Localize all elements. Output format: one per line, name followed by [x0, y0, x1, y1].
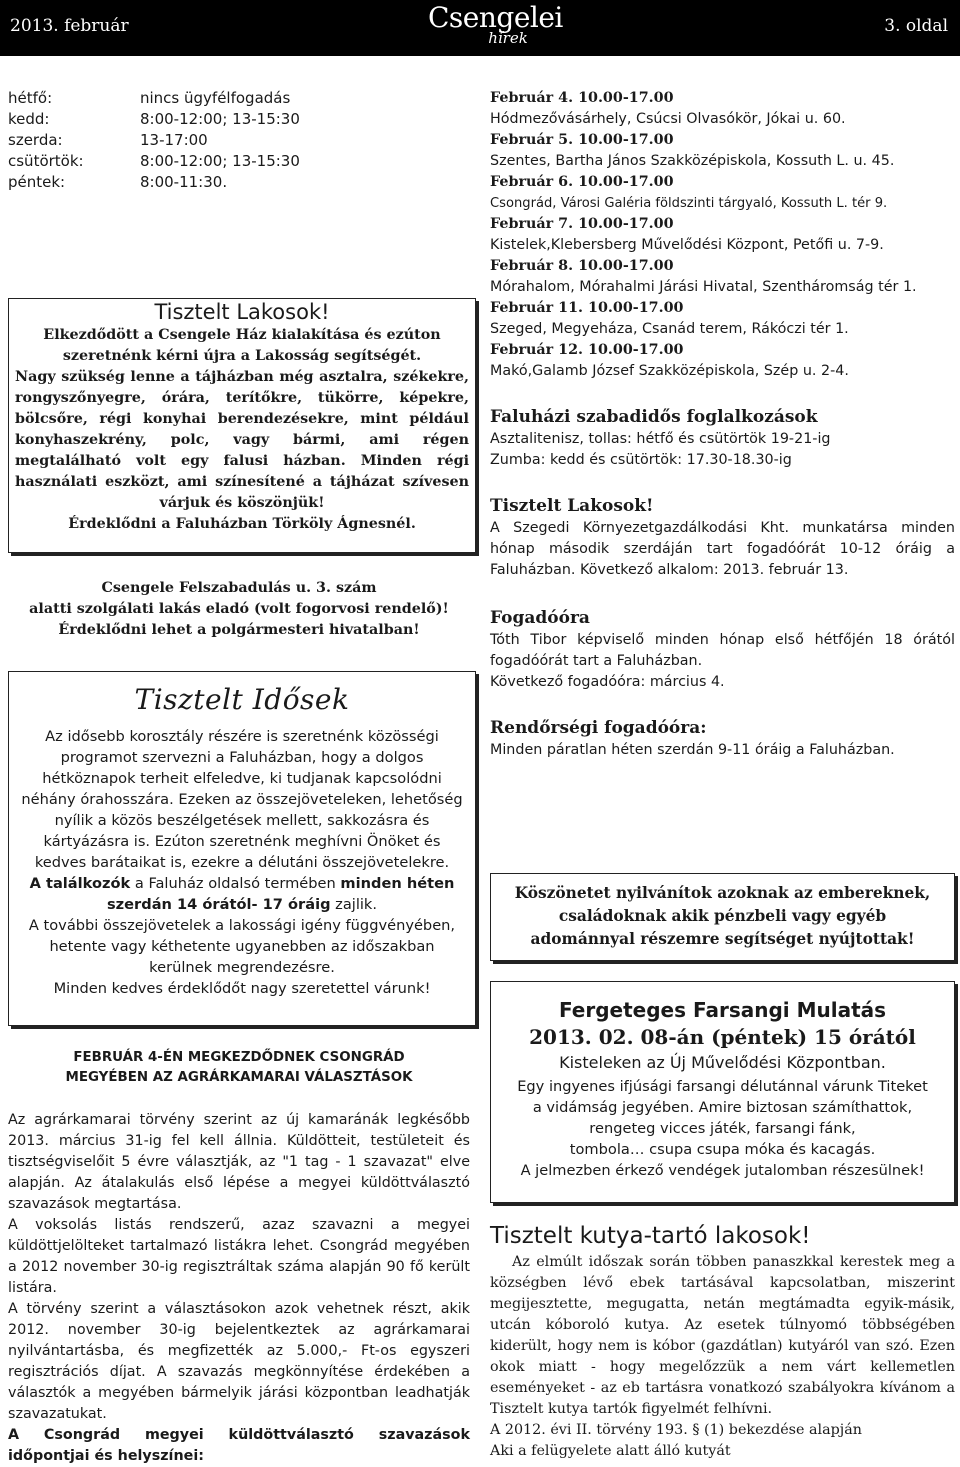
tajhaz-notice: [8, 298, 476, 553]
agrar-article: [8, 1110, 470, 1467]
elderly-p2-text: a Faluház oldalsó termében: [130, 875, 341, 892]
schedule-place: Szentes, Bartha János Szakközépiskola, Kossuth L. u. 45.: [490, 153, 895, 169]
left-column: [8, 88, 470, 1464]
farsang-line: a vidámság jegyében. Amire biztosan számíthattok,: [532, 1099, 913, 1116]
right-column: [490, 88, 955, 1459]
dog-title: Tisztelt kutya-tartó lakosok!: [490, 1223, 811, 1249]
schedule-date: Február 12. 10.00-17.00: [490, 342, 684, 358]
fogadoora-line: Tóth Tibor képviselő minden hónap első hétfőjén 18 órától fogadóórát tart a Faluházban.: [490, 632, 955, 669]
hours-row: [8, 109, 470, 130]
farsang-box: [490, 981, 955, 1203]
agrar-p1: Az agrárkamarai törvény szerint az új kamaránák legkésőbb 2013. március 31-ig fel kell állnia. Küldötteit, testületeit és tisztségviselőit 5 évre választják, az "1 tag - 1 szavazat" elve alapján. Az átalakulás első lépése a megyei küldöttválasztó szavazások megtartása.: [8, 1112, 470, 1212]
elderly-p2: [17, 873, 467, 915]
faluhaz-line: Zumba: kedd és csütörtök: 17.30-18.30-ig: [490, 452, 792, 468]
dog-owners-notice: [490, 1220, 955, 1462]
environment-text: A Szegedi Környezetgazdálkodási Kht. munkatársa minden hónap második szerdáján tart fogadóórát 10-12 óráig a Faluházban. Következő alkalom: 2013. február 13.: [490, 520, 955, 578]
elderly-p4: Minden kedves érdeklődőt nagy szeretettel várunk!: [53, 980, 431, 997]
hours-day: kedd:: [8, 110, 50, 128]
tajhaz-title: Tisztelt Lakosok!: [154, 300, 330, 324]
elderly-p2-bold: A találkozók: [29, 875, 131, 892]
schedule-date: Február 11. 10.00-17.00: [490, 300, 684, 316]
police-text: Minden páratlan héten szerdán 9-11 óráig a Faluházban.: [490, 742, 895, 758]
hours-row: [8, 88, 470, 109]
hours-time: nincs ügyfélfogadás: [140, 89, 291, 107]
dog-p2: A 2012. évi II. törvény 193. § (1) bekezdése alapján: [490, 1422, 862, 1438]
thanks-line: családoknak akik pénzbeli vagy egyéb: [558, 907, 887, 925]
agrar-p4: A Csongrád megyei küldöttválasztó szavazások időpontjai és helyszínei:: [8, 1427, 470, 1464]
hours-time: 13-17:00: [140, 131, 208, 149]
hours-day: péntek:: [8, 173, 66, 191]
farsang-line: rengeteg vicces játék, farsangi fánk,: [589, 1120, 856, 1137]
schedule-date: Február 4. 10.00-17.00: [490, 90, 674, 106]
newspaper-logo: [428, 1, 563, 47]
schedule-place: Makó,Galamb József Szakközépiskola, Szép u. 2-4.: [490, 363, 849, 379]
fogadoora-title: Fogadóóra: [490, 608, 590, 628]
thanks-box: [490, 873, 955, 961]
faluhaz-title: Faluházi szabadidős foglalkozások: [490, 407, 818, 427]
schedule-date: Február 8. 10.00-17.00: [490, 258, 674, 274]
elderly-p3: A további összejövetelek a lakossági igény függvényében, hetente vagy kéthetente ugyanebben az időszakban kerülnek megrendezésre.: [28, 917, 456, 976]
page-number: 3. oldal: [884, 16, 948, 36]
logo-subtitle: hírek: [488, 29, 528, 47]
farsang-line: A jelmezben érkező vendégek jutalomban részesülnek!: [520, 1162, 925, 1179]
environment-title: Tisztelt Lakosok!: [490, 496, 654, 516]
hours-day: csütörtök:: [8, 152, 84, 170]
environment-notice: [490, 495, 955, 581]
elderly-p2-end: zajlik.: [330, 896, 378, 913]
fogadoora-notice: [490, 607, 955, 693]
schedule-date: Február 6. 10.00-17.00: [490, 174, 674, 190]
elderly-title: Tisztelt Idősek: [134, 683, 350, 716]
thanks-line: Köszönetet nyilvánítok azoknak az embereknek,: [514, 884, 931, 902]
tajhaz-contact: Érdeklődni a Faluházban Törköly Ágnesnél.: [68, 516, 416, 532]
hours-day: szerda:: [8, 131, 63, 149]
tajhaz-body: Nagy szükség lenne a tájházban még asztalra, székekre, rongyszőnyegre, órára, terítőkre, tükörre, képekre, bölcsőre, régi konyhai berendezésekre, mint például konyhaszekrény, polc, vagy bármi, ami régen megtalálható volt egy falusi házban. Minden régi használati eszközt, ami színesítené a tájházat szívesen várjuk és köszönjük!: [15, 369, 469, 511]
logo-title: Csengelei: [428, 1, 563, 34]
schedule-place: Mórahalom, Mórahalmi Járási Hivatal, Szentháromság tér 1.: [490, 279, 917, 295]
fogadoora-line: Következő fogadóóra: március 4.: [490, 674, 725, 690]
police-notice: [490, 717, 955, 761]
tajhaz-lead: Elkezdődött a Csengele Ház kialakítása és ezúton szeretnénk kérni újra a Lakosság segítségét.: [43, 327, 441, 364]
faluhaz-activities: [490, 406, 955, 471]
agrar-title-line: MEGYÉBEN AZ AGRÁRKAMARAI VÁLASZTÁSOK: [65, 1070, 413, 1085]
faluhaz-line: Asztalitenisz, tollas: hétfő és csütörtök 19-21-ig: [490, 431, 831, 447]
farsang-line: Egy ingyenes ifjúsági farsangi délutánnal várunk Titeket: [517, 1078, 928, 1095]
thanks-line: adománnyal részemre segítséget nyújtottak!: [530, 930, 915, 948]
hours-row: [8, 172, 470, 193]
agrar-p3: A törvény szerint a választásokon azok vehetnek részt, akik 2012. november 30-ig bejelentkeztek az agrárkamarai nyilvántartásba, és megfizették az 5.000,- Ft-os egyszeri regisztrációs díjat. A szavazás megkönnyítése érdekében a választók a megyében bármelyik járási központban leadhatják szavazatukat.: [8, 1301, 470, 1422]
police-title: Rendőrségi fogadóóra:: [490, 718, 707, 738]
hours-time: 8:00-12:00; 13-15:30: [140, 110, 300, 128]
office-hours: [8, 88, 470, 193]
dog-p1: Az elmúlt időszak során többen panaszkkal kerestek meg a községben lévő ebek tartásával kapcsolatban, miszerint megijesztette, megugatta, netán megtámadta egyik-másik, utcán kóboroló kutya. Az esetek túlnyomó többségében kiderült, hogy nem is kóbor (gazdátlan) kutyáról van szó. Ezen okok miatt - hogy megelőzzük a nem várt kellemetlen eseményeket - az eb tartásra vonatkozó szabályokra kívánom a Tisztelt kutya tartók figyelmét felhívni.: [490, 1254, 955, 1417]
farsang-line: tombola… csupa csupa móka és kacagás.: [569, 1141, 876, 1158]
elderly-notice: [8, 671, 476, 1026]
hours-day: hétfő:: [8, 89, 53, 107]
farsang-date: 2013. 02. 08-án (péntek) 15 órától: [529, 1025, 916, 1049]
apartment-sale-notice: [8, 578, 470, 641]
schedule-date: Február 7. 10.00-17.00: [490, 216, 674, 232]
elderly-p1: Az idősebb korosztály részére is szeretnénk közösségi programot szervezni a Faluházban, hogy a dolgos hétköznapok terheit elfeledve, ki tudjanak kapcsolódni néhány órahosszára. Ezeken az összejöveteleken, lehetőség nyílik a közös beszélgetések mellett, sakkozásra és kártyázásra is. Ezúton szeretnénk meghívni Önöket és kedves barátaikat is, ezekre a délutáni összejövetelekre.: [21, 728, 463, 871]
farsang-place: Kisteleken az Új Művelődési Központban.: [559, 1053, 886, 1072]
sale-line: alatti szolgálati lakás eladó (volt fogorvosi rendelő)!: [29, 601, 449, 617]
hours-time: 8:00-12:00; 13-15:30: [140, 152, 300, 170]
elderly-p2-time: minden héten szerdán 14 órától- 17 óráig: [106, 875, 455, 913]
hours-row: [8, 151, 470, 172]
hours-row: [8, 130, 470, 151]
dog-p3: Aki a felügyelete alatt álló kutyát: [490, 1443, 731, 1459]
schedule-place: Csongrád, Városi Galéria földszinti tárgyaló, Kossuth L. tér 9.: [490, 196, 888, 211]
election-schedule: [490, 88, 955, 382]
agrar-title: [8, 1048, 470, 1088]
agrar-p2: A voksolás listás rendszerű, azaz szavazni a megyei küldöttjelölteket tartalmazó listákra lehet. Csongrád megyében a 2012 november 30-ig regisztráltak száma alapján 90 fő került listára.: [8, 1217, 470, 1296]
page-header: [0, 0, 960, 56]
schedule-place: Hódmezővásárhely, Csúcsi Olvasókör, Jókai u. 60.: [490, 111, 846, 127]
hours-time: 8:00-11:30.: [140, 173, 228, 191]
farsang-title: Fergeteges Farsangi Mulatás: [558, 998, 887, 1022]
agrar-title-line: FEBRUÁR 4-ÉN MEGKEZDŐDNEK CSONGRÁD: [73, 1050, 405, 1065]
sale-line: Érdeklődni lehet a polgármesteri hivatalban!: [58, 622, 420, 638]
schedule-place: Kistelek,Klebersberg Művelődési Központ, Petőfi u. 7-9.: [490, 237, 884, 253]
schedule-place: Szeged, Megyeháza, Csanád terem, Rákóczi tér 1.: [490, 321, 849, 337]
schedule-date: Február 5. 10.00-17.00: [490, 132, 674, 148]
issue-date: 2013. február: [10, 16, 129, 36]
sale-line: Csengele Felszabadulás u. 3. szám: [101, 580, 377, 596]
